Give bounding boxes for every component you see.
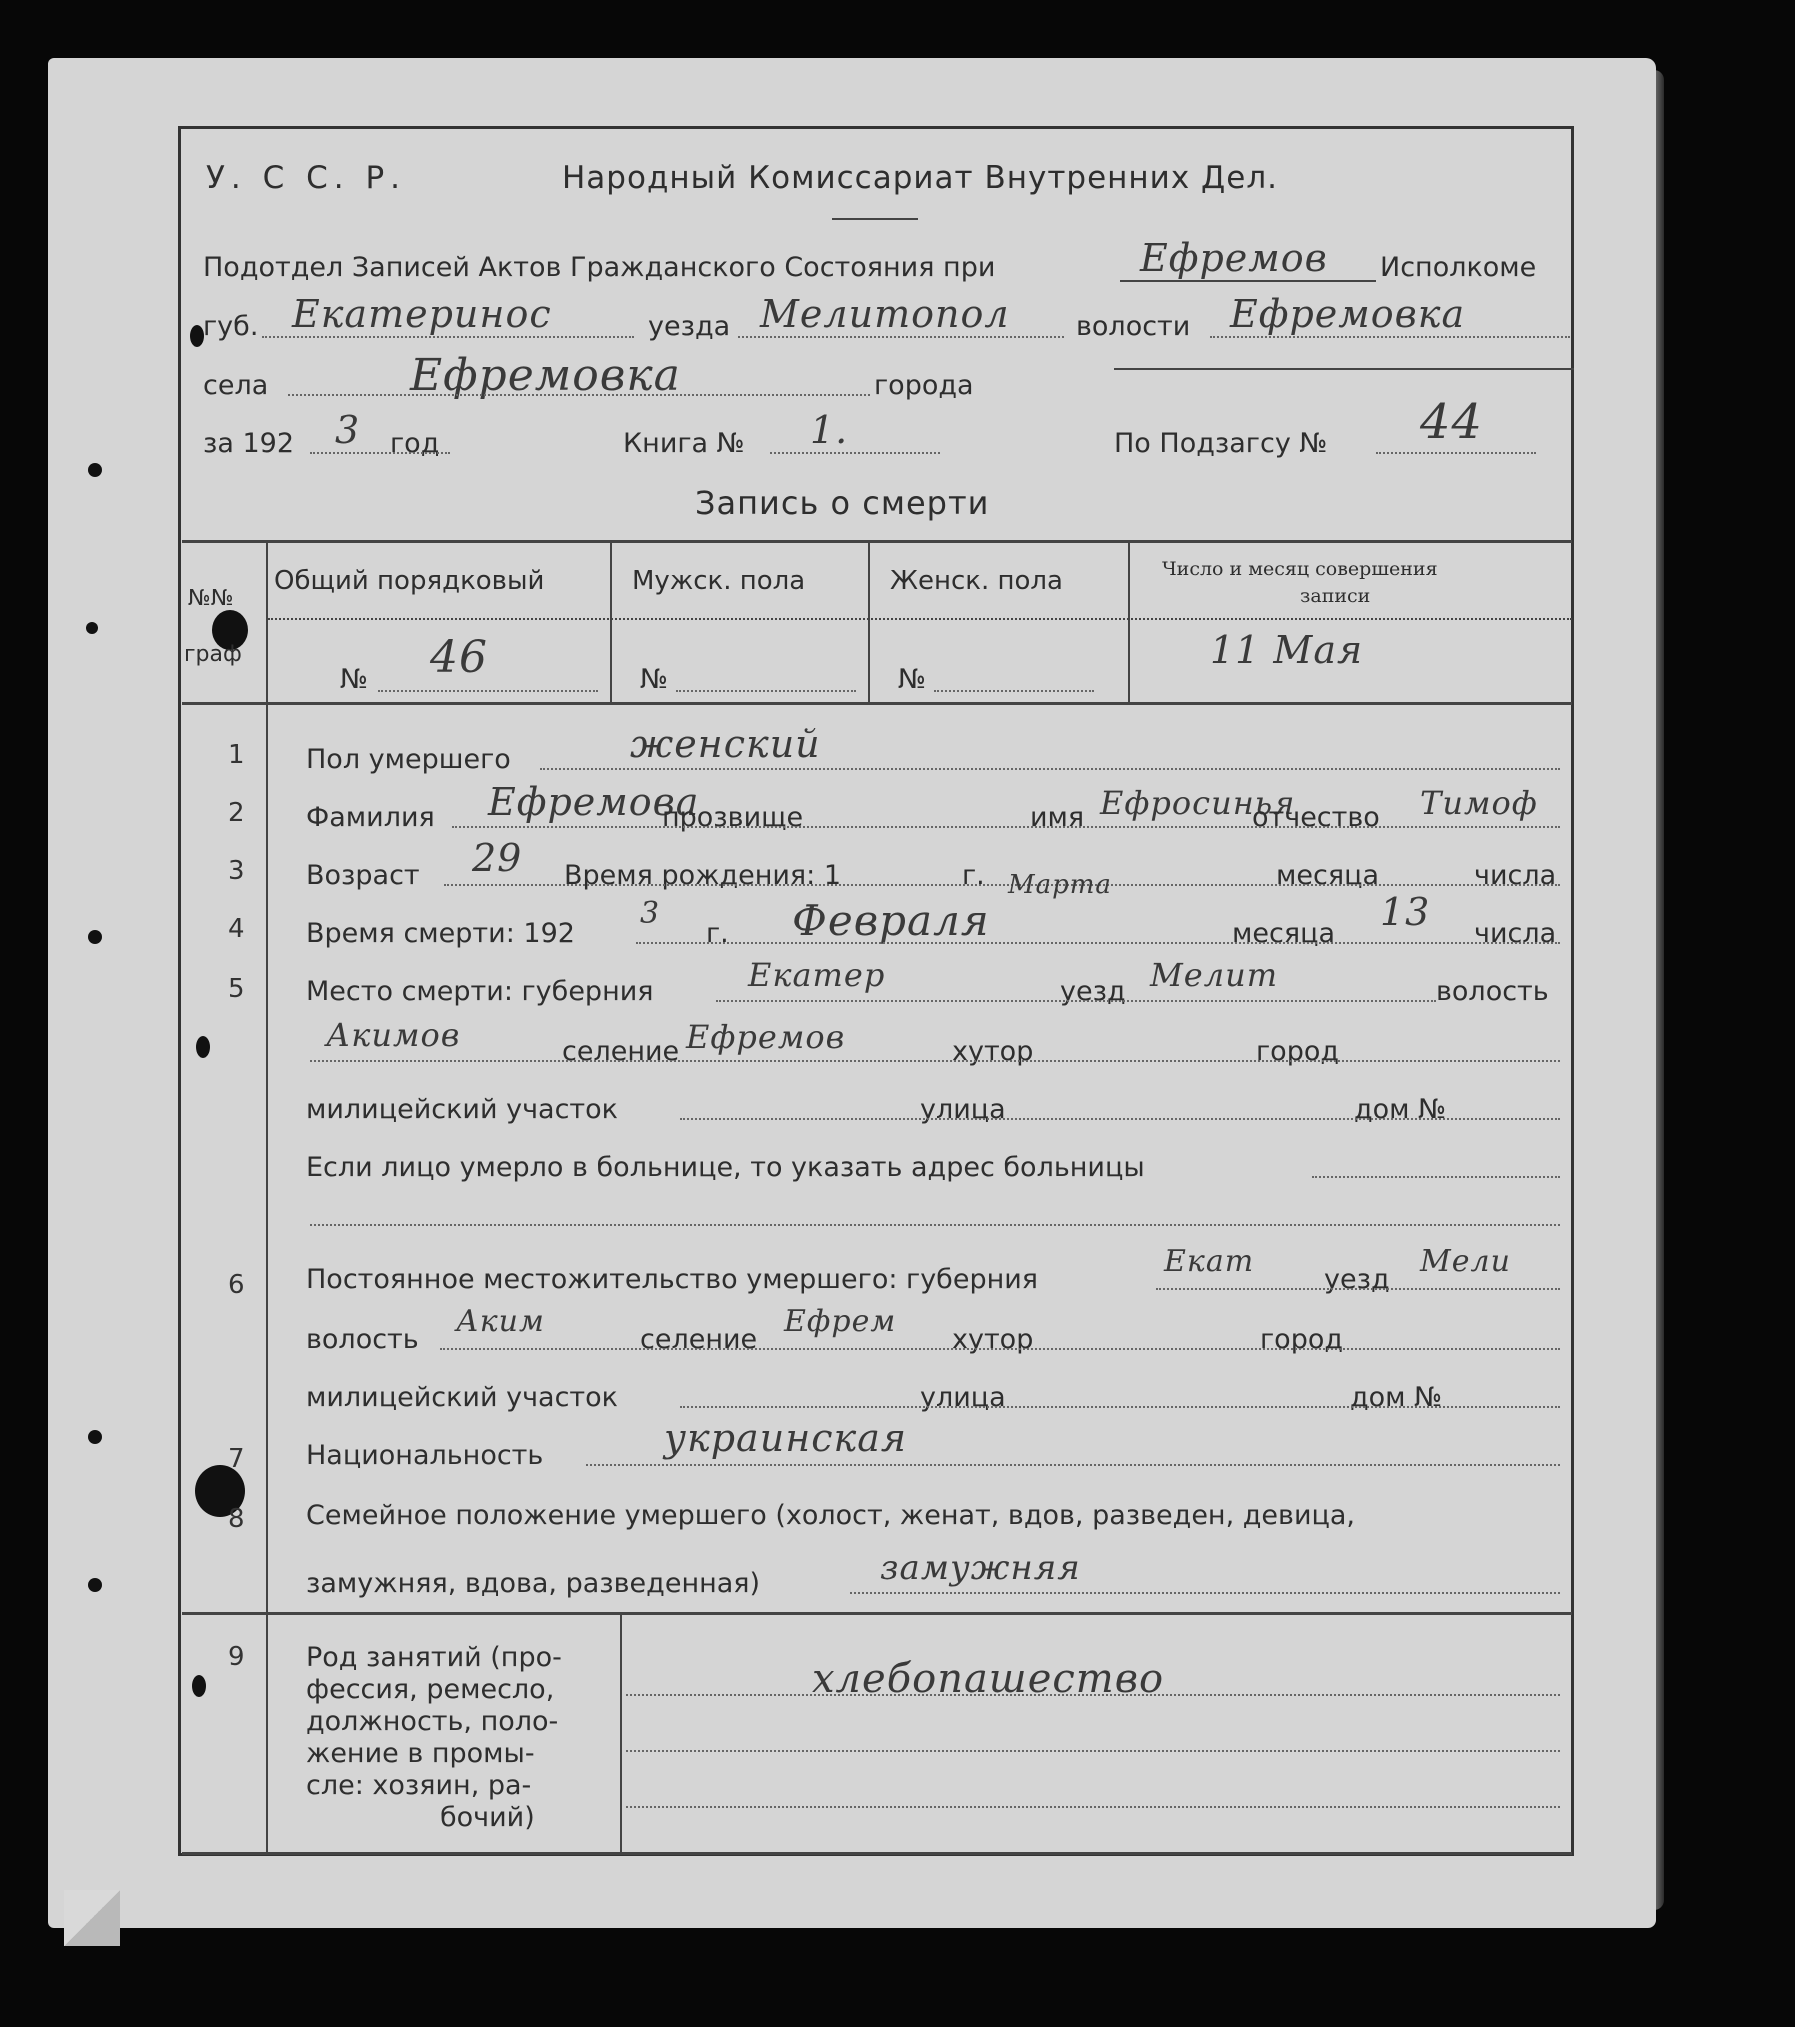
nationality-line — [586, 1464, 1560, 1466]
row-number: 6 — [228, 1270, 245, 1300]
death-volost-label: волость — [1436, 976, 1549, 1007]
res-house-label: дом № — [1350, 1382, 1443, 1413]
volost-line — [1210, 336, 1570, 338]
male-no-line — [676, 690, 856, 692]
gorod-label: города — [874, 370, 974, 401]
death-day-label: числа — [1474, 918, 1557, 949]
subreg-line — [1376, 452, 1536, 454]
hospital-label: Если лицо умерло в больнице, то указать адрес больницы — [306, 1152, 1145, 1183]
col-male-label: Мужск. пола — [632, 566, 806, 596]
row-number: 9 — [228, 1642, 245, 1672]
general-no-value: 46 — [430, 632, 488, 683]
surname-line — [452, 826, 1560, 828]
name-label: имя — [1030, 802, 1085, 833]
nationality-label: Национальность — [306, 1440, 544, 1471]
family-label: Семейное положение умершего (холост, женат, вдов, разведен, девица, — [306, 1500, 1355, 1531]
col-date-label: Число и месяц совершения — [1162, 558, 1438, 580]
book-label: Книга № — [623, 428, 745, 459]
punch-hole — [88, 463, 102, 477]
folded-corner — [64, 1890, 120, 1946]
surname-value: Ефремова — [488, 780, 700, 824]
death-month-value: Февраля — [792, 896, 990, 945]
death-selo-value: Ефремов — [686, 1018, 846, 1056]
selo-value: Ефремовка — [410, 350, 681, 401]
year-suffix: год — [390, 428, 440, 459]
patronymic-label: отчество — [1252, 802, 1380, 833]
uezd-line — [738, 336, 1064, 338]
death-year-g: г. — [706, 918, 729, 949]
volost-value: Ефремовка — [1230, 292, 1466, 336]
surname-label: Фамилия — [306, 802, 435, 833]
row-number: 4 — [228, 914, 245, 944]
death-selenie-label: селение — [562, 1036, 680, 1067]
subreg-label: По Подзагсу № — [1114, 428, 1328, 459]
ispolkom-value: Ефремов — [1140, 236, 1328, 280]
row-number: 8 — [228, 1504, 245, 1534]
col-divider — [1128, 542, 1130, 702]
occupation-line — [626, 1806, 1560, 1808]
row-number: 7 — [228, 1444, 245, 1474]
hospital-line — [1312, 1176, 1560, 1178]
uezd-label: уезда — [648, 311, 731, 342]
death-month-label: месяца — [1232, 918, 1335, 949]
occupation-label: должность, поло- — [306, 1706, 559, 1737]
gorod-line — [1114, 368, 1574, 370]
age-line — [444, 884, 1560, 886]
col-divider — [610, 542, 612, 702]
hospital-line-2 — [310, 1224, 1560, 1226]
firstname-value: Ефросинья — [1100, 784, 1296, 822]
record-date-value: 11 Мая — [1210, 628, 1364, 672]
uezd-value: Мелитопол — [760, 292, 1010, 336]
occupation-top-rule — [182, 1612, 1572, 1615]
republic-label: У. С С. Р. — [206, 160, 406, 196]
death-selo-line — [310, 1060, 1560, 1062]
family-line — [850, 1592, 1560, 1594]
death-gorod-label: город — [1256, 1036, 1340, 1067]
subreg-value: 44 — [1420, 394, 1484, 450]
col-divider — [868, 542, 870, 702]
res-gorod-label: город — [1260, 1324, 1344, 1355]
general-no-sign: № — [340, 664, 369, 695]
volost-label: волости — [1076, 311, 1191, 342]
res-street-label: улица — [920, 1382, 1006, 1413]
death-khutor-label: хутор — [952, 1036, 1034, 1067]
res-uezd-value: Мели — [1420, 1244, 1511, 1279]
res-gub-line — [1156, 1288, 1560, 1290]
family-value: замужняя — [880, 1548, 1081, 1588]
res-khutor-label: хутор — [952, 1324, 1034, 1355]
punch-hole — [88, 1578, 102, 1592]
death-gub-value: Екатер — [748, 956, 886, 994]
female-no-sign: № — [898, 664, 927, 695]
res-militia-label: милицейский участок — [306, 1382, 618, 1413]
female-no-line — [934, 690, 1094, 692]
res-selenie-label: селение — [640, 1324, 758, 1355]
res-uezd-label: уезд — [1324, 1264, 1390, 1295]
row-number: 1 — [228, 740, 245, 770]
occupation-line — [626, 1694, 1560, 1696]
ispolkom-suffix: Исполкоме — [1380, 252, 1537, 283]
record-title: Запись о смерти — [695, 484, 990, 522]
male-no-sign: № — [640, 664, 669, 695]
death-militia-line — [680, 1118, 1560, 1120]
occupation-divider — [620, 1614, 622, 1852]
res-selo-value: Ефрем — [784, 1304, 897, 1339]
res-volost-label: волость — [306, 1324, 419, 1355]
gub-value: Екатеринос — [292, 292, 552, 336]
residence-label: Постоянное местожительство умершего: губерния — [306, 1264, 1039, 1295]
death-time-label: Время смерти: 192 — [306, 918, 575, 949]
year-label: за 192 — [203, 428, 295, 459]
commissariat-title: Народный Комиссариат Внутренних Дел. — [562, 160, 1278, 196]
patronymic-value: Тимоф — [1420, 784, 1538, 822]
table-header-bottom — [182, 702, 1572, 705]
death-street-label: улица — [920, 1094, 1006, 1125]
res-volost-value: Аким — [456, 1304, 545, 1339]
res-gub-value: Екат — [1164, 1244, 1255, 1279]
row-number: 5 — [228, 974, 245, 1004]
birth-day-label: числа — [1474, 860, 1557, 891]
gub-label: губ. — [203, 311, 259, 342]
death-year-value: 3 — [640, 896, 661, 931]
age-value: 29 — [472, 836, 523, 880]
occupation-label: бочий) — [440, 1802, 535, 1833]
col-female-label: Женск. пола — [890, 566, 1063, 596]
selo-label: села — [203, 370, 269, 401]
punch-hole — [88, 1430, 102, 1444]
subdept-label: Подотдел Записей Актов Гражданского Состояния при — [203, 252, 996, 283]
occupation-label: жение в промы- — [306, 1738, 535, 1769]
punch-hole — [88, 930, 102, 944]
occupation-label: сле: хозяин, ра- — [306, 1770, 532, 1801]
death-place-label: Место смерти: губерния — [306, 976, 654, 1007]
death-uezd-value: Мелит — [1150, 956, 1279, 994]
table-bottom-rule — [182, 1852, 1572, 1855]
sex-label: Пол умершего — [306, 744, 511, 775]
death-volost-value: Акимов — [326, 1016, 461, 1054]
col-divider — [266, 542, 268, 1852]
sex-value: женский — [630, 722, 821, 766]
occupation-label: Род занятий (про- — [306, 1642, 562, 1673]
sex-line — [540, 768, 1560, 770]
general-no-line — [378, 690, 598, 692]
book-line — [770, 452, 940, 454]
row-number: 3 — [228, 856, 245, 886]
nickname-label: прозвище — [662, 802, 804, 833]
ispolkom-line — [1120, 280, 1376, 282]
death-line — [636, 942, 1560, 944]
death-house-label: дом № — [1354, 1094, 1447, 1125]
row-number: 2 — [228, 798, 245, 828]
book-value: 1. — [810, 408, 849, 452]
year-value: 3 — [335, 408, 361, 452]
birth-month-label: месяца — [1276, 860, 1379, 891]
res-militia-line — [680, 1406, 1560, 1408]
death-place-line — [716, 1000, 1436, 1002]
col-date-label2: записи — [1300, 585, 1371, 607]
occupation-label: фессия, ремесло, — [306, 1674, 555, 1705]
death-militia-label: милицейский участок — [306, 1094, 618, 1125]
death-day-value: 13 — [1380, 890, 1431, 934]
res-volost-line — [440, 1348, 1560, 1350]
table-top-rule — [182, 540, 1572, 543]
death-month-note: Марта — [1008, 870, 1112, 900]
col-graf-label: граф — [184, 642, 242, 667]
occupation-value: хлебопашество — [812, 1656, 1165, 1702]
punch-hole — [86, 622, 98, 634]
occupation-line — [626, 1750, 1560, 1752]
header-rule — [832, 218, 918, 220]
nationality-value: украинская — [664, 1416, 908, 1460]
header-mid-rule — [268, 618, 1572, 620]
birth-label: Время рождения: 1 — [564, 860, 842, 891]
birth-year-label: г. — [962, 860, 985, 891]
family-label-2: замужняя, вдова, разведенная) — [306, 1568, 761, 1599]
selo-line — [288, 394, 870, 396]
death-uezd-label: уезд — [1060, 976, 1126, 1007]
gub-line — [262, 336, 634, 338]
col-general-label: Общий порядковый — [274, 566, 545, 596]
age-label: Возраст — [306, 860, 420, 891]
col-num-label: №№ — [188, 586, 234, 611]
year-line — [310, 452, 450, 454]
